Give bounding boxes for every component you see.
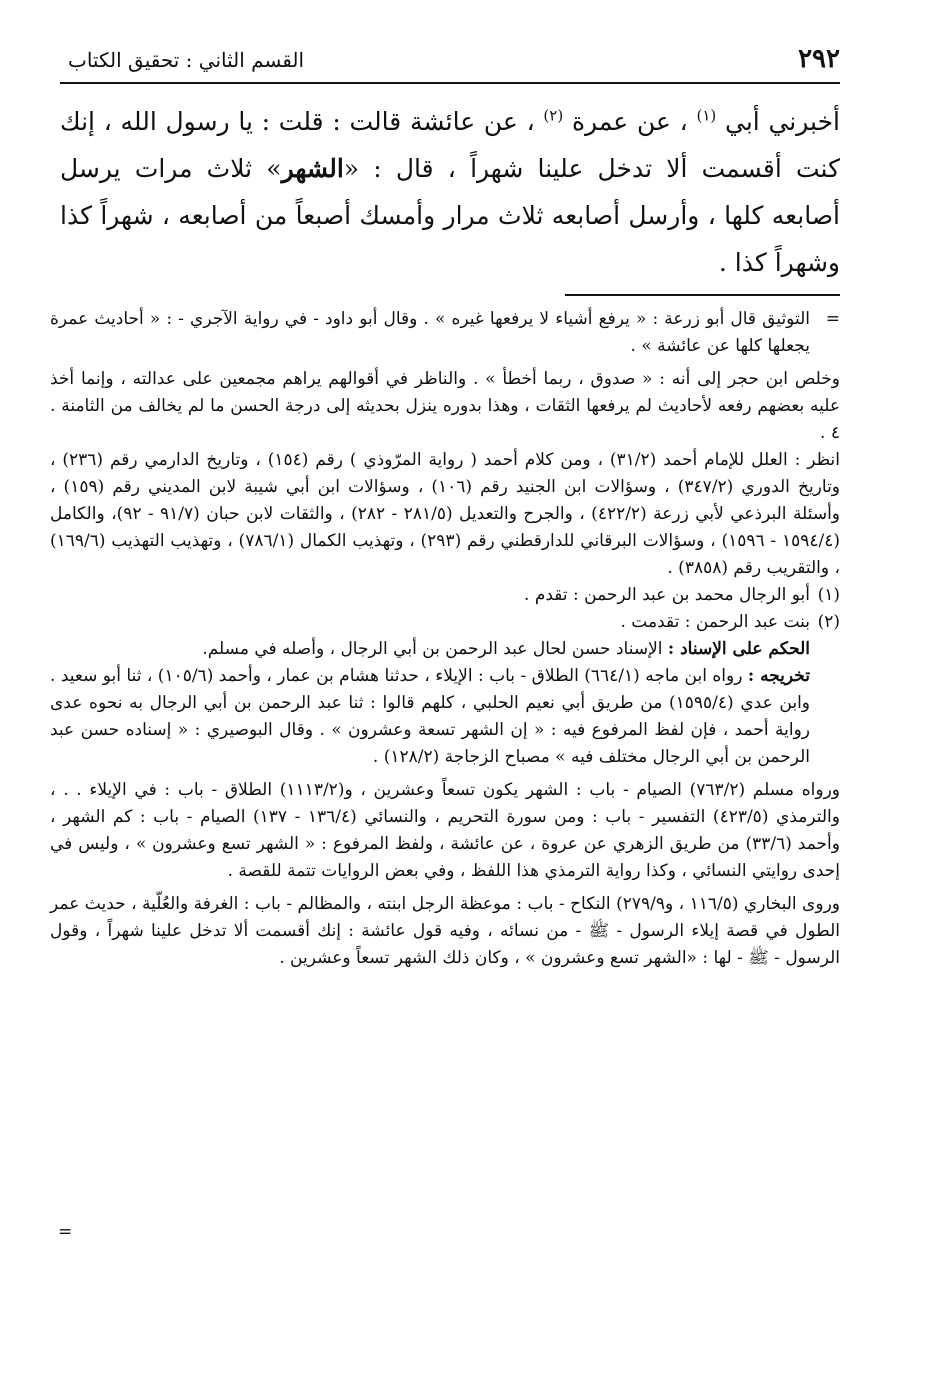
takhrij-section [50, 663, 840, 771]
hukm-text: الإسناد حسن لحال عبد الرحمن بن أبي الرجال ، وأصله في مسلم. [202, 639, 663, 659]
note-text: التوثيق قال أبو زرعة : « يرفع أشياء لا يرفعها غيره » . وقال أبو داود - في رواية الآجري - : « أحاديث عمرة يجعلها كلها عن عائشة » . [50, 309, 810, 356]
continuation-marker: = [825, 309, 840, 329]
muslim-paragraph: ورواه مسلم (٧٦٣/٢) الصيام - باب : الشهر يكون تسعاً وعشرين ، و(١١١٣/٢) الطلاق - باب : في الإيلاء . . ، والترمذي (٤٢٣/٥) التفسير - باب : ومن سورة التحريم ، والنسائي (١٣٦/٤ - ١٣٧) الصيام - باب : كم الشهر ، وأحمد (٣٣/٦) من طريق الزهري عن عروة ، عن عائشة ، ولفظ المرفوع : « الشهر تسع وعشرون » ، وليس في إحدى روايتي النسائي ، وكذا رواية الترمذي هذا اللفظ ، وفي بعض الروايات تتمة للقصة . [50, 780, 840, 881]
footnote-2 [50, 609, 840, 636]
hukm-label: الحكم على الإسناد : [667, 639, 810, 659]
footnote-ref-1[interactable]: (١) [696, 106, 717, 125]
continued-note [50, 306, 840, 360]
hukm-section [50, 636, 840, 663]
footnotes [50, 306, 840, 972]
main-text-part: ، عن عائشة قالت : قلت : يا رسول الله ، إنك كنت أقسمت ألا تدخل علينا شهراً ، قال : « [60, 107, 840, 183]
footnote-2-text: بنت عبد الرحمن : تقدمت . [620, 612, 810, 632]
bukhari-paragraph: وروى البخاري (١١٦/٥ ، و٢٧٩/٩) النكاح - باب : موعظة الرجل ابنته ، والمظالم - باب : الغرفة والعُلّية ، حديث عمر الطول في قصة إيلاء الرسول - ﷺ - من نسائه ، وفيه قول عائشة : إنك أقسمت ألا تدخل علينا شهراً ، وقول الرسول - ﷺ - لها : «الشهر تسع وعشرون » ، وكان ذلك الشهر تسعاً وعشرين . [50, 894, 840, 968]
running-title: القسم الثاني : تحقيق الكتاب [68, 48, 305, 72]
footnote-ref-2[interactable]: (٢) [543, 106, 564, 125]
takhrij-label: تخريجه : [747, 666, 810, 686]
main-text-part: » ثلاث مرات يرسل أصابعه كلها ، وأرسل أصابعه ثلاث مرار وأمسك أصبعاً من أصابعه ، شهراً كذا وشهراً كذا . [60, 154, 840, 277]
main-text-part: أخبرني أبي [724, 107, 840, 136]
continuation-marker-end: = [58, 1222, 73, 1242]
footnote-2-marker: (٢) [817, 612, 840, 632]
main-text-part: ، عن عمرة [571, 107, 688, 136]
footnote-separator [565, 294, 840, 296]
takhrij-text: رواه ابن ماجه (٦٦٤/١) الطلاق - باب : الإيلاء ، حدثنا هشام بن عمار ، وأحمد (١٠٥/٦) ، ثنا أبو سعيد . وابن عدي (١٥٩٥/٤) من طريق أبي نعيم الحلبي ، كلهم قالوا : ثنا عبد الرحمن بن أبي الرجال به نحوه عدى رواية أحمد ، فإن لفظ المرفوع فيه : « إن الشهر تسعة وعشرون » . وقال البوصيري : « إسناده حسن عبد الرحمن بن أبي الرجال مختلف فيه » مصباح الزجاجة (١٢٨/٢) . [50, 666, 810, 767]
footnote-1-marker: (١) [817, 585, 840, 605]
note-paragraph: وخلص ابن حجر إلى أنه : « صدوق ، ربما أخطأ » . والناظر في أقوالهم يراهم مجمعين على عدالته ، وإنما أخذ عليه بعضهم رفعه لأحاديث لم يرفعها الثقات ، وهذا بدوره ينزل بحديثه إلى درجة الحسن ما لم يخالف من الثامنة . ٤ . [50, 369, 840, 443]
footnote-1-text: أبو الرجال محمد بن عبد الرحمن : تقدم . [524, 585, 810, 605]
page-header [60, 42, 840, 84]
footnote-1 [50, 582, 840, 609]
main-hadith-text [60, 98, 840, 286]
note-references: انظر : العلل للإمام أحمد (٣١/٢) ، ومن كلام أحمد ( رواية المرّوذي ) رقم (١٥٤) ، وتاريخ الدارمي رقم (٢٣٦) ، وتاريخ الدوري (٣٤٧/٢) ، وسؤالات ابن الجنيد رقم (١٠٦) ، وسؤالات ابن أبي شيبة لابن المديني رقم (١٥٩) ، وأسئلة البرذعي لأبي زرعة (٤٢٢/٢) ، والجرح والتعديل (٢٨١/٥ - ٢٨٢) ، والثقات لابن حبان (٩١/٧ - ٩٢)، والكامل (١٥٩٤/٤ - ١٥٩٦) ، وسؤالات البرقاني للدارقطني رقم (٢٩٣) ، وتهذيب الكمال (٧٨٦/١) ، وتهذيب التهذيب (١٦٩/٦) ، والتقريب رقم (٣٨٥٨) . [50, 450, 841, 578]
page-number: ٢٩٢ [798, 44, 840, 74]
emphasized-word: الشهر [281, 154, 344, 183]
